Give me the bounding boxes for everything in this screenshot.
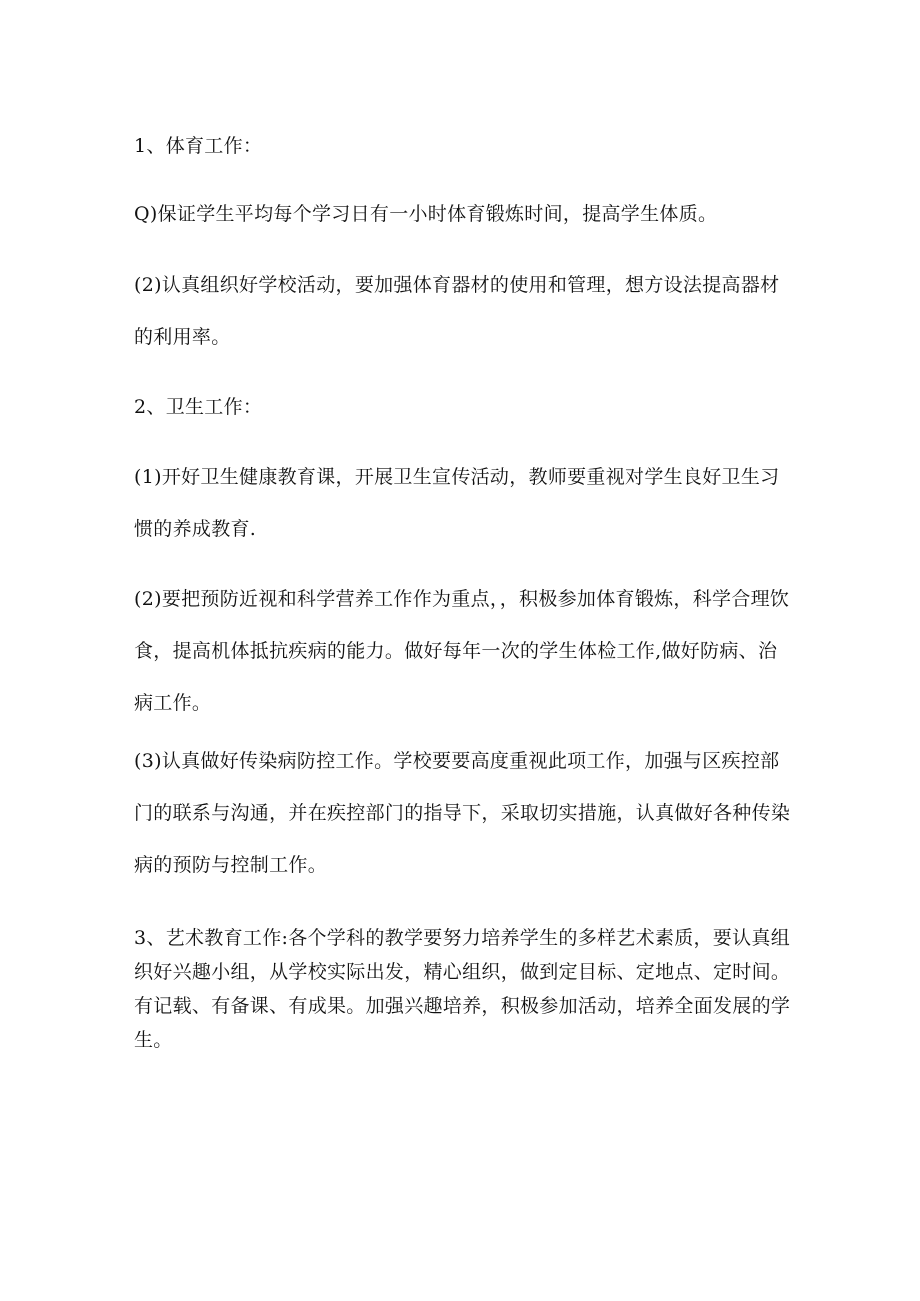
section-heading-hygiene: 2、卫生工作： [134,396,263,418]
paragraph-sports-item-1: Q)保证学生平均每个学习日有一小时体育锻炼时间，提高学生体质。 [134,203,718,225]
paragraph-sports-item-2: (2)认真组织好学校活动，要加强体育器材的使用和管理，想方设法提高器材的利用率。 [134,274,780,348]
paragraph-art-education: 3、艺术教育工作:各个学科的教学要努力培养学生的多样艺术素质，要认真组织好兴趣小组，从学校实际出发，精心组织，做到定目标、定地点、定时间。有记载、有备课、有成果。加强兴趣培养，积极参加活动，培养全面发展的学生。 [134,927,791,1051]
section-heading-sports: 1、体育工作： [134,135,263,157]
paragraph-hygiene-item-3: (3)认真做好传染病防控工作。学校要要高度重视此项工作，加强与区疾控部门的联系与沟通，并在疾控部门的指导下，采取切实措施，认真做好各种传染病的预防与控制工作。 [134,750,791,876]
paragraph-hygiene-item-1: (1)开好卫生健康教育课，开展卫生宣传活动，教师要重视对学生良好卫生习惯的养成教育. [134,466,780,540]
paragraph-hygiene-item-2: (2)要把预防近视和科学营养工作作为重点，，积极参加体育锻炼，科学合理饮食，提高机体抵抗疾病的能力。做好每年一次的学生体检工作,做好防病、治病工作。 [134,588,790,714]
